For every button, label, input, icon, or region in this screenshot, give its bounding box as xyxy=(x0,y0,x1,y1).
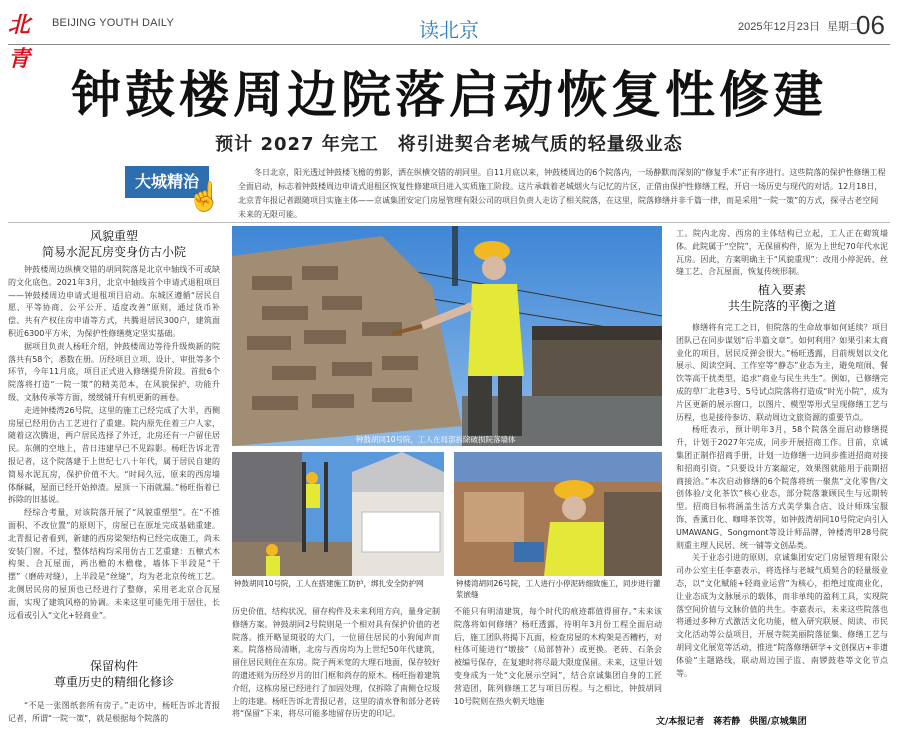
paragraph: 不能只有明清建筑，每个时代的痕迹都值得留存。”未来该院落将如何修缮？杨旺透露，待明年3月份工程全面启动后，施工团队将揭下瓦面，检查房屋的木构架是否糟朽，对柱体可能进行“墩接”（局部替补）或更换。老砖、石条会被编号保存，在复建时将尽最大限度保留。未来，这里计划变身成为一处“文化展示空间”，结合京诚集团自身的工匠营造团，陈列修缮工艺与项目历程。与之相比，钟鼓胡同10号院则在热火朝天地施 xyxy=(454,607,662,706)
section-heading-line2: 共生院落的平衡之道 xyxy=(727,299,836,313)
column-4-top xyxy=(676,228,888,280)
section-heading-line1: 风貌重塑 xyxy=(89,229,138,243)
date-text: 2025年12月23日 xyxy=(738,21,820,33)
section-heading-3 xyxy=(676,282,888,314)
column-1-tail xyxy=(8,700,220,736)
paragraph: 历史价值、结构状况、留存构件及未来利用方向，量身定制修缮方案。钟鼓胡同2号院则是一个相对具有保护价值的老院落。推开略显斑驳的大门，一位留住居民的小狗闻声而来。院落格局清晰，北房与西房均为上世纪50年代建筑，留住居民则住在东房。院子两米宽的大理石地面，保存较好的遗迹则为历经岁月的旧门框和尚存的原木。杨旺指着建筑介绍，这栋房屋已经进行了加固处理，仅拆除了南侧仓垃圾上的违建。杨旺告诉北青报记者，这里的清水脊和部分老砖将“保留”下来，将尽可能多地留存历史的印记。 xyxy=(232,607,440,719)
section-title: 读北京 xyxy=(419,18,479,42)
section-heading-line2: 尊重历史的精细化修诊 xyxy=(53,675,174,689)
badge-label: 大城精治 xyxy=(125,166,209,198)
column-2-body xyxy=(232,606,440,734)
right-photo-caption: 钟楼湾胡同26号院，工人进行小停泥砖细致施工，同步进行灌浆嵌缝 xyxy=(456,579,661,599)
weekday-text: 星期二 xyxy=(827,21,861,33)
paragraph: “不是一张图纸套所有房子。”走访中，杨旺告诉北青报记者，所谓“一院一策”，就是根据每个院落的 xyxy=(8,701,220,723)
section-heading-line2: 简易水泥瓦房变身仿古小院 xyxy=(41,245,186,259)
paragraph: 走进钟楼湾26号院，这里的施工已经完成了大半，西侧房屋已经用仿古工艺进行了重建。院内原先住着三户人家，随着这次腾退，两户居民选择了外迁，北房还有一户留住居民。东侧的空地上，昔日违建早已不见踪影。杨旺告诉北青报记者，这个院落建于上世纪七八十年代，属于居民自建的简易水泥瓦房，保护价值不大。“时间久远，原来的西房墙体酥碱，屋面已经开始掉渣。屋顶一下雨就漏。”杨旺指着已拆除的旧基说。 xyxy=(8,405,220,505)
paragraph: 经综合考量，对该院落开展了“风貌重塑型”。在“不推面积、不改位置”的原则下，房屋已在原址完成基础重建。北青报记者看到，新建的西房梁架结构已经完成施工，尚未安装门窗。不过，整体结构均采用仿古工艺重建：五檩式木构架、合瓦屋面，两出檐的木檐椽，墙体下半段是“干摆”（磨砖对缝），上半段是“丝缝”，均为老北京传统工艺。北侧居民房的屋顶也已经进行了整修，采用老北京合瓦屋面，实现了建筑风格的协调。未来这里可能先用于居住，长远看或引入“文化+轻商业”。 xyxy=(8,508,220,620)
paragraph: 钟鼓楼周边纵横交错的胡同院落是北京中轴线不可或缺的文化底色。2021年3月，北京中轴线首个申请式退租项目——钟鼓楼周边申请式退租项目启动。东城区遵循“居民自愿、平等协商、公平公开、适度改善”原则，通过货币补偿、共有产权住房申请等方式，共腾退居民300户，建筑面积近6300平方米，为保护性修缮奠定坚实基础。 xyxy=(8,265,220,338)
column-3-body xyxy=(454,606,662,734)
main-photo xyxy=(232,226,662,446)
page-number: 06 xyxy=(856,10,885,40)
newspaper-logo: 北青 xyxy=(8,12,31,72)
lead-paragraph: 冬日北京，阳光透过钟鼓楼飞檐的剪影，洒在纵横交错的胡同里。自11月底以来，钟鼓楼周边的6个院落内，一场静默而深刻的“修复手术”正有序进行。这些院落的保护性修缮工程全面启动，标志着钟鼓楼周边申请式退租区恢复性修建项目进入实质施工阶段。这片承载着老城烟火与记忆的片区，正借由保护性修缮工程，开启一场历史与现代的对话。12月18日，北京青年报记者跟随项目实施主体——京诚集团安定门房屋管理有限公司的项目负责人走访了相关院落，在这里，院落修缮并非千篇一律，而是采用“一院一策”的方式，探寻古老空间未来的无限可能。 xyxy=(238,168,886,219)
paragraph: 据项目负责人杨旺介绍，钟鼓楼周边等待升级焕新的院落共有58个，悉数在册。历经项目立项、设计、审批等多个环节，今年11月底，项目正式进入修缮提升阶段。首批6个院落将打造“一院一策”的精美范本，在风貌保护、功能升级、文脉传承等方面，缓缓铺开有机更新的画卷。 xyxy=(8,341,220,402)
paragraph: 关于业态引进的原则，京诚集团安定门房屋管理有限公司办公室主任李嘉表示，将选择与老城气质契合的轻量级业态，以“文化赋能+轻商业运营”为核心，拒绝过度商业化，让业态成为文脉展示的载体，而非单纯的盈利工具，实现院落空间价值与文脉价值的共生。李嘉表示，未来这些院落也将通过多种方式激活文化功能，植入研究联展、阅读、市民文化活动等公益项目，开展寺院美丽院落征集、修缮工艺与胡同文化展览等活动，推进“院落修缮研学+文创探店+非遗体验”主题路线，联动周边国子监、南锣鼓巷等文化节点等。 xyxy=(676,553,888,678)
section-heading-2 xyxy=(8,658,220,690)
article-headline: 钟鼓楼周边院落启动恢复性修建 xyxy=(71,65,827,124)
column-1-body xyxy=(8,264,220,654)
pointing-hand-icon: ☝ xyxy=(187,180,222,213)
right-photo xyxy=(454,452,662,576)
lead-divider xyxy=(8,222,890,223)
left-photo xyxy=(232,452,444,576)
paragraph: 杨旺表示，预计明年3月，58个院落全面启动修缮提升，计划于2027年完成，同步开展招商工作。目前，京诚集团正制作招商手册，计划一边修缮一边同步推进招商对接和招商引资。“只要设计方案敲定，效果图就能用于前期招商接洽。”本次启动修缮的6个院落将统一聚焦“文化零售/文创体验/文化茶饮”核心业态，部分院落兼顾民生与远期转型。招商目标将涵盖生活方式美学集合店、设计师珠宝服饰、香薰日化、咖啡茶饮等，如钟鼓湾胡同10号院定向引入UMAWANG、Songmont等设计师品牌，钟楼湾甲28号院则重主理人民居、统一铺等文创品类。 xyxy=(676,425,888,550)
paragraph: 工。院内北房、西房的主体结构已立起，工人正在砌筑墙体。此院属于“空院”，无保留构件，原为上世纪70年代水泥瓦房。因此，方案明确主于“风貌重现”：改用小停泥砖、丝缝工艺、合瓦屋面，恢复传统形制。 xyxy=(676,229,888,277)
paragraph: 修缮将有完工之日，但院落的生命故事如何延续？项目团队已在同步谋划“后半篇文章”。如何利用？如果引来太商业化的项目，居民反弹会很大。”杨旺透露，目前规划以文化展示、阅读空间、工作室等“静态”业态为主，避免喧闹、餐饮等高干扰类型，追求“商业与民生共生”。例如，已修缮完成的草厂北巷3号、5号试点院落将打造成“时光小院”，成为片区更新的展示窗口，以图片、模型等形式呈现修缮工艺与历程，也是接待参访、联动周边文旅资源的重要节点。 xyxy=(676,323,888,422)
brand-name: BEIJING YOUTH DAILY xyxy=(52,17,174,29)
left-photo-caption: 钟鼓胡同10号院，工人在搭建施工防护，绑扎安全防护网 xyxy=(234,579,424,588)
article-subhead: 预计 2027 年完工 将引进契合老城气质的轻量级业态 xyxy=(215,134,683,155)
section-heading-1 xyxy=(8,228,220,260)
main-photo-caption: 钟鼓胡同10号院，工人在局部拆除破损院落墙体 xyxy=(356,435,516,444)
column-4-body xyxy=(676,322,888,712)
column-badge xyxy=(125,158,222,214)
issue-date xyxy=(738,18,860,34)
masthead-divider xyxy=(8,44,890,45)
byline-credit: 文/本报记者 蒋若静 供图/京城集团 xyxy=(656,717,807,727)
section-heading-line1: 植入要素 xyxy=(757,283,806,297)
section-heading-line1: 保留构件 xyxy=(89,659,138,673)
